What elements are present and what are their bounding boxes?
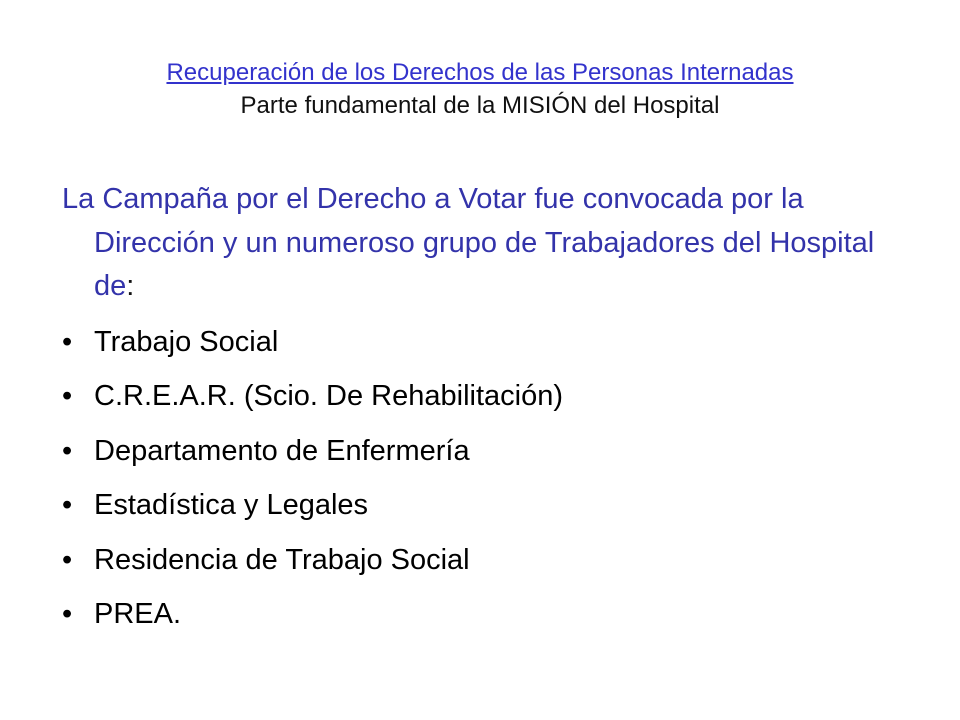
bullet-icon: • bbox=[62, 543, 73, 576]
intro-text: La Campaña por el Derecho a Votar fue convocada por la Dirección y un numeroso grupo de Trabajadores del Hospital de bbox=[62, 183, 875, 302]
list-item-label: Trabajo Social bbox=[94, 325, 279, 358]
list-item-label: Estadística y Legales bbox=[94, 489, 369, 521]
list-item-label: PREA. bbox=[94, 598, 182, 630]
title-link[interactable]: Recuperación de los Derechos de las Personas Internadas bbox=[166, 59, 794, 86]
list-item-label: Departamento de Enfermería bbox=[94, 434, 470, 467]
bullet-icon: • bbox=[62, 598, 73, 630]
bullet-list bbox=[62, 315, 922, 642]
title-subtitle: Parte fundamental de la MISIÓN del Hospital bbox=[240, 92, 720, 119]
bullet-icon: • bbox=[62, 325, 73, 358]
list-item-label: Residencia de Trabajo Social bbox=[94, 543, 470, 576]
intro-colon: : bbox=[126, 270, 135, 302]
intro-paragraph bbox=[62, 178, 922, 309]
list-item bbox=[62, 424, 922, 479]
bullet-icon: • bbox=[62, 434, 73, 467]
list-item bbox=[62, 369, 922, 424]
list-item bbox=[62, 315, 922, 370]
bullet-icon: • bbox=[62, 380, 73, 412]
bullet-icon: • bbox=[62, 489, 73, 521]
list-item bbox=[62, 478, 922, 533]
list-item bbox=[62, 533, 922, 588]
slide-body bbox=[62, 178, 922, 642]
list-item-label: C.R.E.A.R. (Scio. De Rehabilitación) bbox=[94, 380, 563, 412]
slide-title bbox=[40, 56, 920, 122]
list-item bbox=[62, 587, 922, 642]
